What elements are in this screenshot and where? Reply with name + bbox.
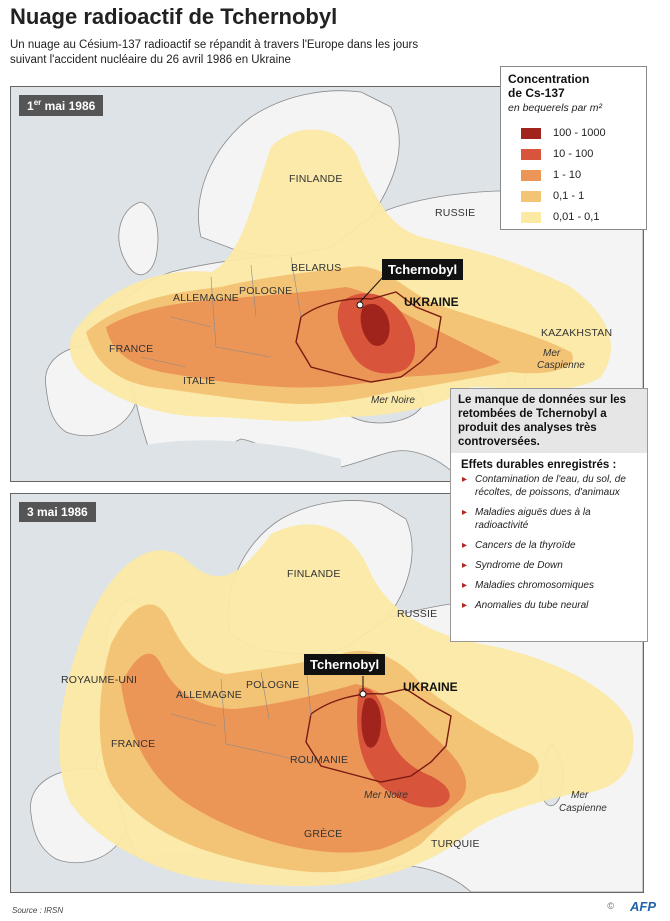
chernobyl-point: [357, 302, 363, 308]
legend-title: Concentration de Cs-137: [508, 72, 590, 100]
effect-item: ▸ Maladies aiguës dues à la radioactivité: [451, 506, 647, 532]
legend-swatch: [521, 170, 541, 181]
label-ukraine-map2: UKRAINE: [403, 680, 458, 694]
effects-title: Effets durables enregistrés :: [461, 459, 617, 471]
legend-swatch: [521, 191, 541, 202]
date-tag-may-1: 1er mai 1986: [19, 95, 103, 116]
effect-item: ▸ Cancers de la thyroïde: [451, 539, 647, 552]
label-pologne-map2: POLOGNE: [246, 679, 300, 691]
label-allemagne-map1: ALLEMAGNE: [173, 292, 239, 304]
label-caspienne-2-map1: Caspienne: [537, 360, 585, 371]
effect-item: ▸ Syndrome de Down: [451, 559, 647, 572]
copyright-symbol: ©: [607, 901, 614, 911]
land-uk: [119, 202, 158, 275]
label-france-map2: FRANCE: [111, 738, 156, 750]
label-belarus-map1: BELARUS: [291, 262, 342, 274]
label-caspienne-1-map1: Mer: [543, 348, 561, 359]
label-grece-map2: GRÈCE: [304, 828, 343, 840]
legend-unit: en bequerels par m²: [508, 102, 602, 114]
label-mer-noire-map1: Mer Noire: [371, 395, 415, 406]
info-box: [450, 388, 648, 642]
effect-item: ▸ Contamination de l'eau, du sol, de récoltes, de poissons, d'animaux: [451, 473, 647, 499]
label-russie-map1: RUSSIE: [435, 207, 476, 219]
afp-logo: AFP: [630, 899, 656, 914]
label-kazakhstan-map1: KAZAKHSTAN: [541, 327, 613, 339]
legend-swatch: [521, 212, 541, 223]
legend-swatch: [521, 128, 541, 139]
page-title: Nuage radioactif de Tchernobyl: [10, 4, 338, 29]
label-france-map1: FRANCE: [109, 343, 154, 355]
label-russie-map2: RUSSIE: [397, 608, 438, 620]
page-subtitle: Un nuage au Césium-137 radioactif se répandit à travers l'Europe dans les jours suivant l'accident nucléaire du 26 avril 1986 en Ukraine: [10, 39, 419, 66]
effect-item: ▸ Maladies chromosomiques: [451, 579, 647, 592]
label-roumanie-map2: ROUMANIE: [290, 754, 349, 766]
label-pologne-map1: POLOGNE: [239, 285, 293, 297]
date-tag-may-3: 3 mai 1986: [19, 502, 96, 522]
label-finlande-map1: FINLANDE: [289, 173, 343, 185]
label-italie-map1: ITALIE: [183, 375, 216, 387]
legend: Concentration de Cs-137 en bequerels par m² 100 - 1000 10 - 100 1 - 10 0,1 - 1 0,01 - 0,1: [500, 66, 647, 230]
label-mer-noire-map2: Mer Noire: [364, 790, 408, 801]
label-caspienne-2-map2: Caspienne: [559, 803, 607, 814]
chernobyl-label-map2: Tchernobyl: [304, 654, 385, 675]
label-turquie-map2: TURQUIE: [431, 838, 480, 850]
effect-item: ▸ Anomalies du tube neural: [451, 599, 647, 612]
chernobyl-label-map1: Tchernobyl: [382, 259, 463, 280]
label-caspienne-1-map2: Mer: [571, 790, 589, 801]
label-finlande-map2: FINLANDE: [287, 568, 341, 580]
label-ukraine-map1: UKRAINE: [404, 295, 459, 309]
label-royaume-uni-map2: ROYAUME-UNI: [61, 674, 138, 686]
chernobyl-point: [360, 691, 366, 697]
source-note: Source : IRSN: [12, 906, 64, 915]
legend-swatch: [521, 149, 541, 160]
info-header: Le manque de données sur les retombées de Tchernobyl a produit des analyses très controversées.: [451, 389, 647, 453]
label-allemagne-map2: ALLEMAGNE: [176, 689, 242, 701]
